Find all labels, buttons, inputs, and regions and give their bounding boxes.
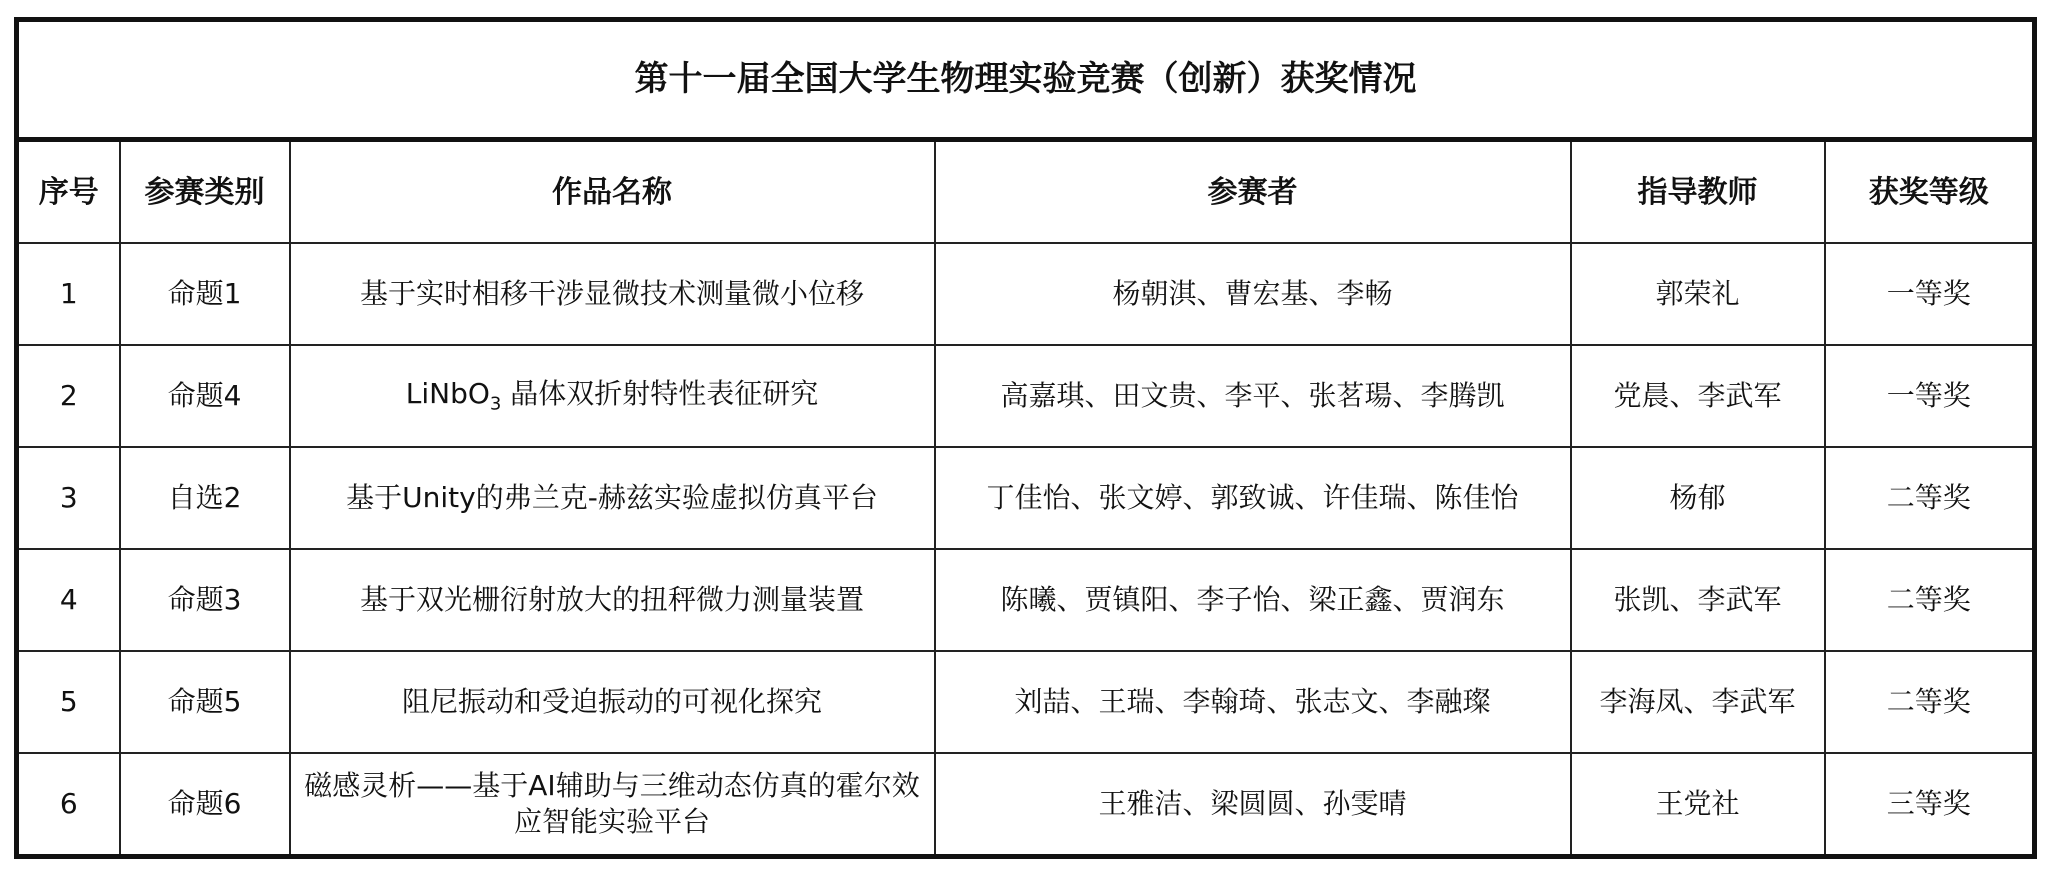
table-row xyxy=(17,243,2035,345)
cell-work: 基于双光栅衍射放大的扭秤微力测量装置 xyxy=(290,549,935,651)
table-row xyxy=(17,549,2035,651)
cell-advisor: 李海凤、李武军 xyxy=(1571,651,1825,753)
cell-work: 基于Unity的弗兰克-赫兹实验虚拟仿真平台 xyxy=(290,447,935,549)
work-formula-suffix: 晶体双折射特性表征研究 xyxy=(501,377,819,411)
cell-category: 命题1 xyxy=(120,243,290,345)
cell-category: 命题6 xyxy=(120,753,290,857)
cell-award: 二等奖 xyxy=(1825,549,2035,651)
cell-index: 4 xyxy=(17,549,120,651)
cell-category: 命题4 xyxy=(120,345,290,447)
cell-participants: 丁佳怡、张文婷、郭致诚、许佳瑞、陈佳怡 xyxy=(935,447,1571,549)
table-title: 第十一届全国大学生物理实验竞赛（创新）获奖情况 xyxy=(17,20,2035,140)
header-category: 参赛类别 xyxy=(120,140,290,243)
header-participants: 参赛者 xyxy=(935,140,1571,243)
cell-work xyxy=(290,345,935,447)
cell-index: 1 xyxy=(17,243,120,345)
cell-award: 一等奖 xyxy=(1825,345,2035,447)
cell-index: 6 xyxy=(17,753,120,857)
cell-participants: 杨朝淇、曹宏基、李畅 xyxy=(935,243,1571,345)
table-row xyxy=(17,345,2035,447)
header-row xyxy=(17,140,2035,243)
cell-work: 阻尼振动和受迫振动的可视化探究 xyxy=(290,651,935,753)
table-row xyxy=(17,753,2035,857)
cell-advisor: 党晨、李武军 xyxy=(1571,345,1825,447)
cell-work: 磁感灵析——基于AI辅助与三维动态仿真的霍尔效应智能实验平台 xyxy=(290,753,935,857)
cell-award: 一等奖 xyxy=(1825,243,2035,345)
cell-index: 3 xyxy=(17,447,120,549)
work-formula-subscript: 3 xyxy=(489,393,502,415)
cell-category: 命题3 xyxy=(120,549,290,651)
header-award: 获奖等级 xyxy=(1825,140,2035,243)
cell-participants: 陈曦、贾镇阳、李子怡、梁正鑫、贾润东 xyxy=(935,549,1571,651)
cell-work: 基于实时相移干涉显微技术测量微小位移 xyxy=(290,243,935,345)
table-row xyxy=(17,447,2035,549)
cell-award: 二等奖 xyxy=(1825,651,2035,753)
award-table xyxy=(14,17,2037,859)
cell-participants: 王雅洁、梁圆圆、孙雯晴 xyxy=(935,753,1571,857)
cell-index: 5 xyxy=(17,651,120,753)
work-formula-prefix: LiNbO xyxy=(405,377,490,411)
cell-index: 2 xyxy=(17,345,120,447)
header-index: 序号 xyxy=(17,140,120,243)
cell-category: 命题5 xyxy=(120,651,290,753)
header-advisor: 指导教师 xyxy=(1571,140,1825,243)
cell-advisor: 杨郁 xyxy=(1571,447,1825,549)
cell-advisor: 郭荣礼 xyxy=(1571,243,1825,345)
cell-award: 三等奖 xyxy=(1825,753,2035,857)
cell-award: 二等奖 xyxy=(1825,447,2035,549)
cell-category: 自选2 xyxy=(120,447,290,549)
cell-advisor: 王党社 xyxy=(1571,753,1825,857)
table-row xyxy=(17,651,2035,753)
cell-participants: 高嘉琪、田文贵、李平、张茗瑒、李腾凯 xyxy=(935,345,1571,447)
cell-advisor: 张凯、李武军 xyxy=(1571,549,1825,651)
title-row xyxy=(17,20,2035,140)
header-work: 作品名称 xyxy=(290,140,935,243)
cell-participants: 刘喆、王瑞、李翰琦、张志文、李融璨 xyxy=(935,651,1571,753)
